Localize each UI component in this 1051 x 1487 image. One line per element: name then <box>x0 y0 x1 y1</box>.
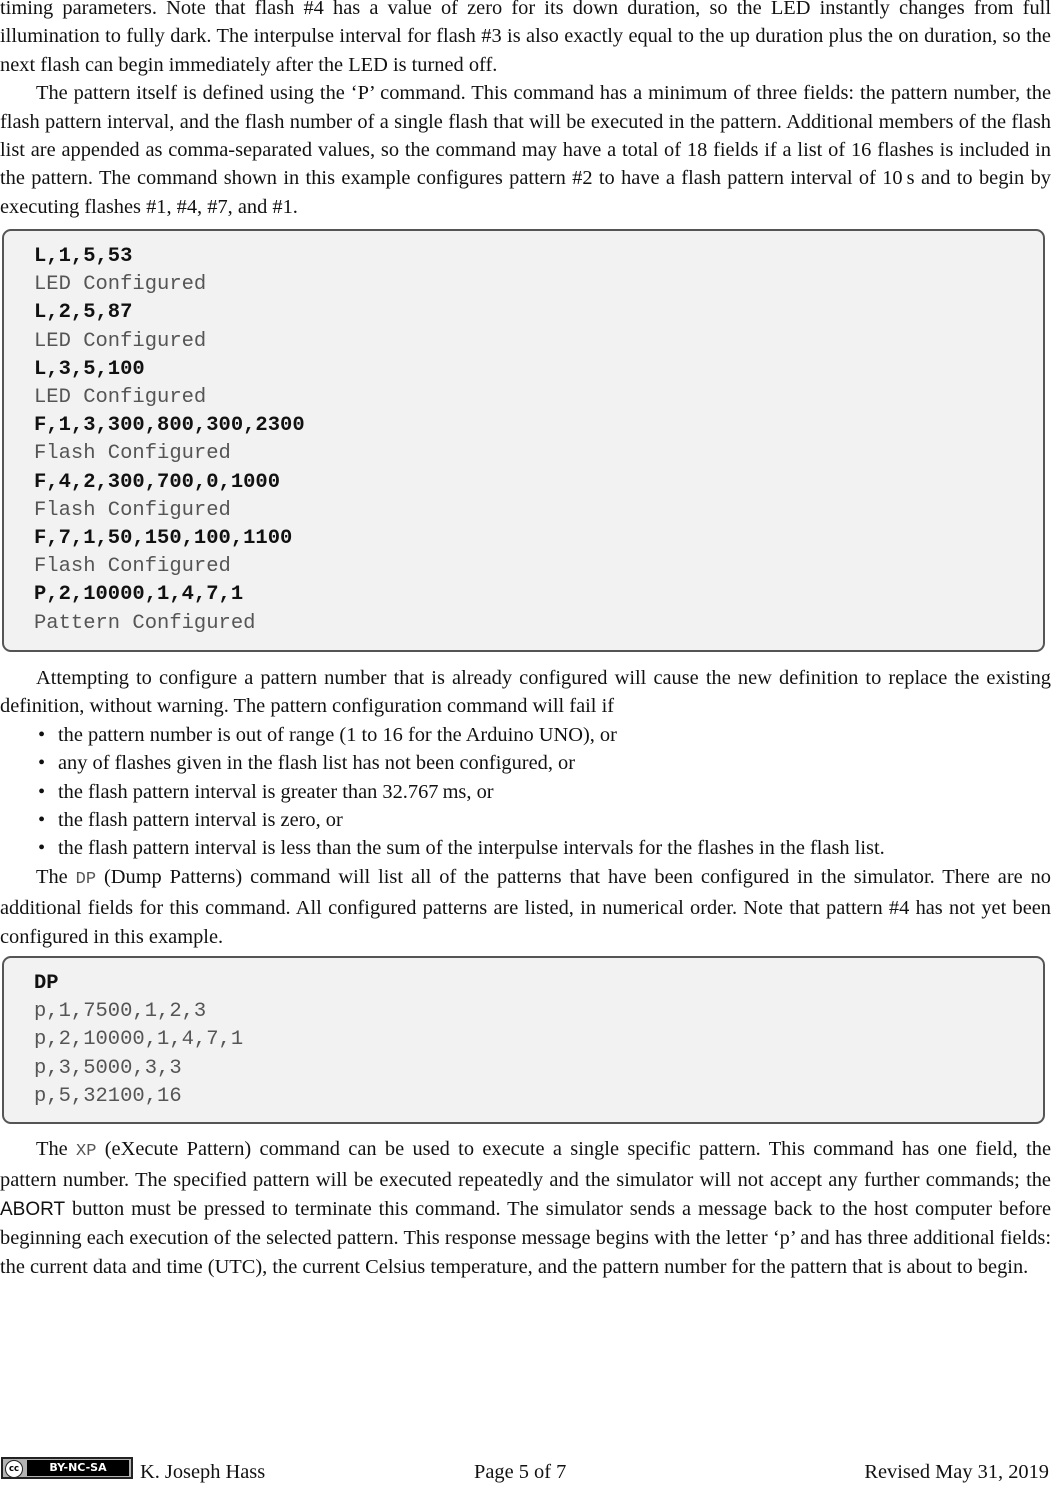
code-command: L,1,5,53 <box>34 245 133 268</box>
list-item: • the flash pattern interval is less than the sum of the interpulse intervals for the flashes in the flash list. <box>36 834 1051 862</box>
cc-icon: cc <box>5 1460 23 1478</box>
paragraph-timing: timing parameters. Note that flash #4 has a value of zero for its down duration, so the LED instantly changes from full illumination to fully dark. The interpulse interval for flash #3 is also exactly equal to the up duration plus the on duration, so the next flash can begin immediately after the LED is turned off. <box>0 0 1051 76</box>
text-run: The <box>36 1138 77 1160</box>
list-item: • the flash pattern interval is greater than 32.767 ms, or <box>36 778 1051 806</box>
inline-code-dp: DP <box>75 869 97 889</box>
paragraph-replace-warning: Attempting to configure a pattern number that is already configured will cause the new definition to replace the existing definition, without warning. The pattern configuration command will fail if <box>0 667 1051 718</box>
text-run: (Dump Patterns) command will list all of the patterns that have been configured in the simulator. There are no additional fields for this command. All configured patterns are listed, in numerical order. Note that pattern #4 has not yet been configured in this example. <box>0 865 1051 948</box>
code-command: F,7,1,50,150,100,1100 <box>34 527 293 551</box>
footer-page-number: Page 5 of 7 <box>474 1461 567 1483</box>
code-response: LED Configured <box>34 386 207 410</box>
code-command: F,1,3,300,800,300,2300 <box>34 414 305 438</box>
paragraph-dump-patterns <box>0 863 1051 951</box>
page-footer <box>0 1457 1051 1487</box>
code-example-dump <box>2 956 1045 1124</box>
license-label: BY-NC-SA <box>27 1460 129 1476</box>
code-response: LED Configured <box>34 329 207 353</box>
paragraph-execute-pattern <box>0 1135 1051 1281</box>
list-item: • the pattern number is out of range (1 to 16 for the Arduino UNO), or <box>36 721 1051 749</box>
code-response: p,3,5000,3,3 <box>34 1056 182 1080</box>
code-command: F,4,2,300,700,0,1000 <box>34 470 281 494</box>
text-run: button must be pressed to terminate this command. The simulator sends a message back to the host computer before beginning each execution of the selected pattern. This response message begins with the letter ‘p’ and has three additional fields: the current data and time (UTC), the current Celsius temperature, and the pattern number for the pattern that is about to begin. <box>0 1197 1051 1278</box>
paragraph-pattern-command: The pattern itself is defined using the ‘P’ command. This command has a minimum of three fields: the pattern number, the flash pattern interval, and the flash number of a single flash that will be executed in the pattern. Additional members of the flash list are appended as comma-separated values, so the command may have a total of 18 fields if a list of 16 flashes is included in the pattern. The command shown in this example configures pattern #2 to have a flash pattern interval of 10 s and to begin by executing flashes #1, #4, #7, and #1. <box>0 82 1051 218</box>
list-item: • the flash pattern interval is zero, or <box>36 806 1051 834</box>
inline-code-xp: XP <box>76 1142 97 1161</box>
text-run: (eXecute Pattern) command can be used to execute a single specific pattern. This command has one field, the pattern number. The specified pattern will be executed repeatedly and the simulator will not accept any further commands; the <box>0 1138 1051 1192</box>
list-item: • any of flashes given in the flash list has not been configured, or <box>36 749 1051 777</box>
code-example-configuration <box>2 229 1045 652</box>
text-block-top <box>0 0 1051 221</box>
code-response: Pattern Configured <box>34 611 256 635</box>
code-command: P,2,10000,1,4,7,1 <box>34 583 244 607</box>
code-response: LED Configured <box>34 273 207 297</box>
code-response: p,1,7500,1,2,3 <box>34 1000 207 1024</box>
footer-author: K. Joseph Hass <box>140 1461 266 1483</box>
abort-button-label: ABORT <box>0 1198 66 1220</box>
code-response: p,5,32100,16 <box>34 1084 182 1108</box>
text-block-middle <box>0 664 1051 951</box>
text-block-bottom <box>0 1135 1051 1281</box>
code-response: Flash Configured <box>34 442 231 466</box>
footer-revised-date: Revised May 31, 2019 <box>864 1461 1049 1483</box>
text-run: The <box>36 865 76 888</box>
license-badge[interactable] <box>1 1457 133 1479</box>
code-response: Flash Configured <box>34 498 231 522</box>
code-response: Flash Configured <box>34 555 231 579</box>
code-command: DP <box>34 972 59 995</box>
code-command: L,2,5,87 <box>34 301 133 325</box>
code-response: p,2,10000,1,4,7,1 <box>34 1028 244 1052</box>
failure-conditions-list <box>0 721 1051 863</box>
code-command: L,3,5,100 <box>34 357 145 381</box>
